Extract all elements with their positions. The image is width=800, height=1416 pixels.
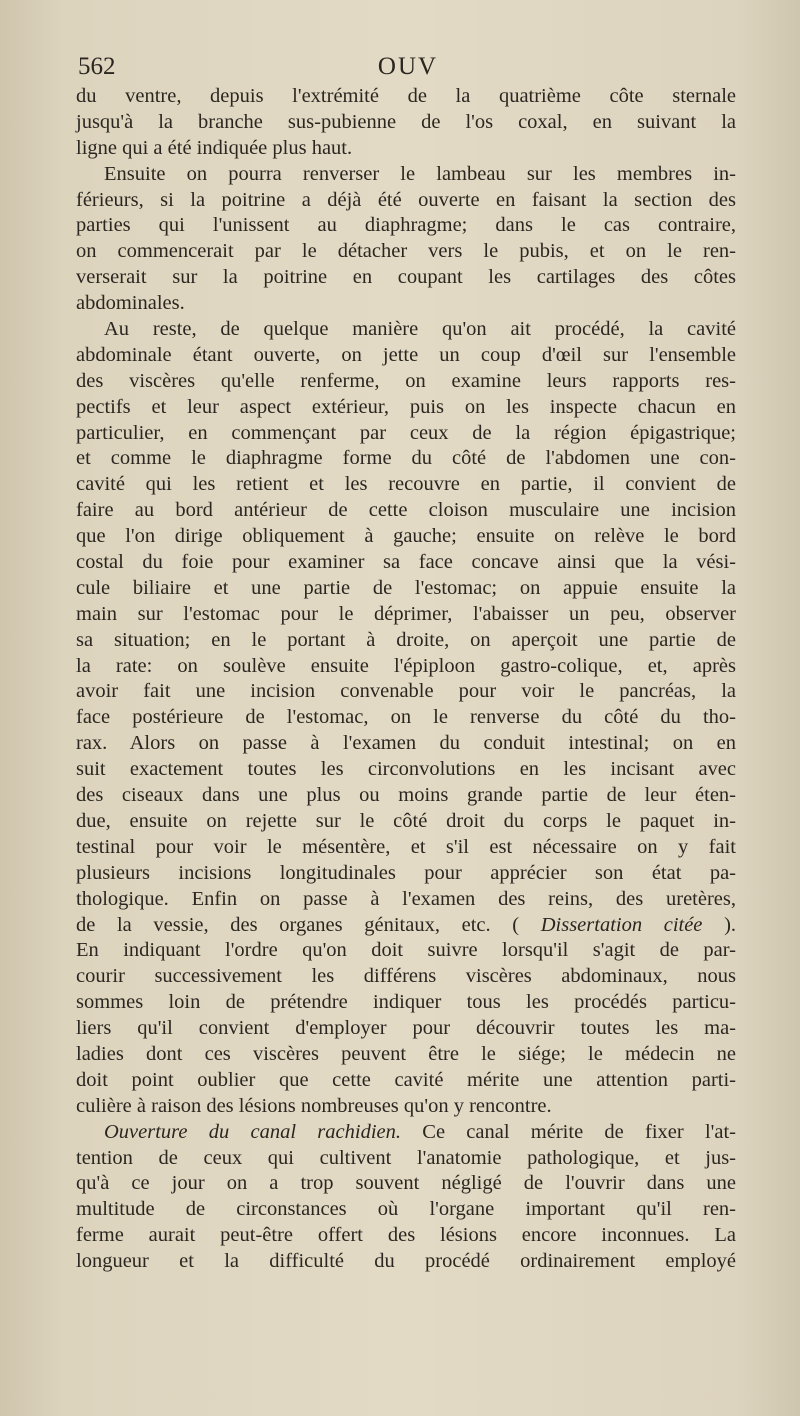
text-line: costal du foie pour examiner sa face concave ainsi que la vési- bbox=[76, 551, 736, 574]
text-line: thologique. Enfin on passe à l'examen des reins, des uretères, bbox=[76, 887, 736, 910]
citation: Dissertation citée bbox=[540, 913, 703, 936]
text-line: faire au bord antérieur de cette cloison musculaire une incision bbox=[76, 499, 736, 522]
text-line: sommes loin de prétendre indiquer tous les procédés particu- bbox=[76, 991, 736, 1014]
text-line: ligne qui a été indiquée plus haut. bbox=[76, 136, 353, 159]
text-line: férieurs, si la poitrine a déjà été ouverte en faisant la section des bbox=[76, 188, 736, 211]
text-line: cule biliaire et une partie de l'estomac; on appuie ensuite la bbox=[76, 576, 736, 599]
text-line: courir successivement les différens viscères abdominaux, nous bbox=[76, 965, 736, 988]
text-line: que l'on dirige obliquement à gauche; ensuite on relève le bord bbox=[76, 525, 736, 548]
text-line: Ensuite on pourra renverser le lambeau sur les membres in- bbox=[104, 162, 736, 185]
text-line: testinal pour voir le mésentère, et s'il est nécessaire on y fait bbox=[76, 835, 736, 858]
section-heading-line bbox=[76, 1120, 736, 1146]
text-line: ladies dont ces viscères peuvent être le siége; le médecin ne bbox=[76, 1042, 736, 1065]
text-line-with-citation bbox=[76, 913, 736, 939]
text-line: liers qu'il convient d'employer pour découvrir toutes les ma- bbox=[76, 1017, 736, 1040]
text-line: En indiquant l'ordre qu'on doit suivre lorsqu'il s'agit de par- bbox=[76, 939, 736, 962]
text-line: face postérieure de l'estomac, on le renverse du côté du tho- bbox=[76, 706, 736, 729]
text-line: suit exactement toutes les circonvolutions en les incisant avec bbox=[76, 758, 736, 781]
text-line: multitude de circonstances où l'organe important qu'il ren- bbox=[76, 1198, 736, 1221]
section-heading: Ouverture du canal rachidien. bbox=[104, 1120, 402, 1143]
text-line: Au reste, de quelque manière qu'on ait procédé, la cavité bbox=[104, 318, 736, 341]
text-line: rax. Alors on passe à l'examen du conduit intestinal; on en bbox=[76, 732, 736, 755]
text-line: des viscères qu'elle renferme, on examine leurs rapports res- bbox=[76, 369, 736, 392]
text-line: avoir fait une incision convenable pour voir le pancréas, la bbox=[76, 680, 736, 703]
text-line: jusqu'à la branche sus-pubienne de l'os coxal, en suivant la bbox=[76, 110, 736, 133]
page-header bbox=[78, 52, 738, 82]
text-line: des ciseaux dans une plus ou moins grande partie de leur éten- bbox=[76, 784, 736, 807]
text-line: verserait sur la poitrine en coupant les cartilages des côtes bbox=[76, 266, 736, 289]
text-line: abdominales. bbox=[76, 292, 185, 315]
text-line: due, ensuite on rejette sur le côté droit du corps le paquet in- bbox=[76, 809, 736, 832]
running-head: OUV bbox=[377, 53, 439, 80]
text-line: et comme le diaphragme forme du côté de l'abdomen une con- bbox=[76, 447, 736, 470]
text-line: cavité qui les retient et les recouvre en partie, il convient de bbox=[76, 473, 736, 496]
text-line: du ventre, depuis l'extrémité de la quatrième côte sternale bbox=[76, 85, 736, 107]
text-line: particulier, en commençant par ceux de la région épigastrique; bbox=[76, 421, 736, 444]
text-line: abdominale étant ouverte, on jette un coup d'œil sur l'ensemble bbox=[76, 343, 736, 366]
section-heading-tail: Ce canal mérite de fixer l'at- bbox=[401, 1120, 737, 1143]
body-text bbox=[76, 84, 736, 1275]
text-line: longueur et la difficulté du procédé ordinairement employé bbox=[76, 1250, 736, 1273]
text-line: tention de ceux qui cultivent l'anatomie pathologique, et jus- bbox=[76, 1146, 736, 1169]
text-line: qu'à ce jour on a trop souvent négligé de l'ouvrir dans une bbox=[76, 1172, 736, 1195]
text-line: sa situation; en le portant à droite, on aperçoit une partie de bbox=[76, 628, 736, 651]
text-segment: de la vessie, des organes génitaux, etc. ( bbox=[76, 913, 520, 936]
text-line: on commencerait par le détacher vers le pubis, et on le ren- bbox=[76, 240, 736, 263]
citation-close: ). bbox=[724, 913, 737, 936]
text-line: main sur l'estomac pour le déprimer, l'abaisser un peu, observer bbox=[76, 602, 736, 625]
text-line: ferme aurait peut-être offert des lésions encore inconnues. La bbox=[76, 1224, 736, 1247]
text-line: parties qui l'unissent au diaphragme; dans le cas contraire, bbox=[76, 214, 736, 237]
text-line: pectifs et leur aspect extérieur, puis on les inspecte chacun en bbox=[76, 395, 736, 418]
text-line: culière à raison des lésions nombreuses qu'on y rencontre. bbox=[76, 1094, 552, 1117]
page-number: 562 bbox=[78, 53, 116, 80]
text-line: plusieurs incisions longitudinales pour apprécier son état pa- bbox=[76, 861, 736, 884]
text-line: doit point oublier que cette cavité mérite une attention parti- bbox=[76, 1068, 736, 1091]
text-line: la rate: on soulève ensuite l'épiploon gastro-colique, et, après bbox=[76, 654, 736, 677]
